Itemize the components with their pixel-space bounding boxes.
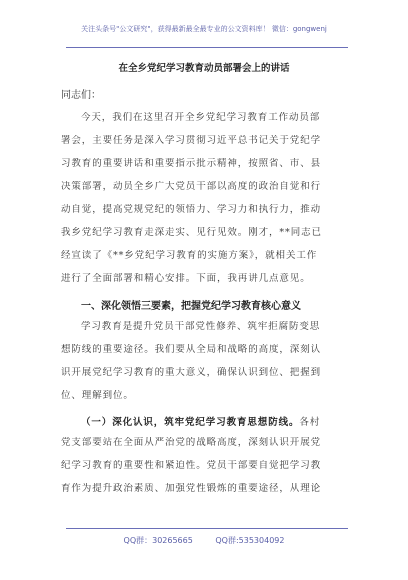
paragraph-line: 进行了全面部署和精心安排。下面，我再讲几点意见。 xyxy=(61,273,311,284)
paragraph-line: 决策部署，动员全乡广大党员干部以高度的政治自觉和行 xyxy=(61,181,322,192)
subsection-heading-continuation: 各村 xyxy=(299,417,321,428)
salutation: 同志们： xyxy=(61,90,101,101)
paragraph-line: 位、理解到位。 xyxy=(61,390,134,401)
paragraph-line: 习教育的重要讲话和重要指示批示精神，按照省、市、县 xyxy=(61,158,322,169)
paragraph-line: 动自觉，提高党规党纪的领悟力、学习力和执行力，推动 xyxy=(61,204,322,215)
footer-qq-group-2: QQ群:535304092 xyxy=(215,536,285,545)
footer-qq-group-1: QQ群：30265665 xyxy=(123,536,193,545)
paragraph-line: 今天，我们在这里召开全乡党纪学习教育工作动员部 xyxy=(81,112,321,123)
section-heading: 一、深化领悟三要素，把握党纪学习教育核心意义 xyxy=(81,301,301,312)
paragraph-line: 经宣读了《**乡党纪学习教育的实施方案》，就相关工作 xyxy=(61,250,318,261)
paragraph-line: 党支部要站在全面从严治党的战略高度，深刻认识开展党 xyxy=(61,437,322,448)
document-title: 在全乡党纪学习教育动员部署会上的讲话 xyxy=(118,63,290,74)
footer xyxy=(0,535,408,546)
paragraph-line: 识开展党纪学习教育的重大意义，确保认识到位、把握到 xyxy=(61,367,322,378)
paragraph-line: 我乡党纪学习教育走深走实、见行见效。刚才，**同志已 xyxy=(61,227,322,238)
paragraph-line: 育作为提升政治素质、加强党性锻炼的重要途径，从理论 xyxy=(61,483,322,494)
paragraph-line: 署会，主要任务是深入学习贯彻习近平总书记关于党纪学 xyxy=(61,135,322,146)
paragraph-line: 纪学习教育的重要性和紧迫性。党员干部要自觉把学习教 xyxy=(61,460,322,471)
paragraph-line: 想防线的重要途径。我们要从全局和战略的高度，深刻认 xyxy=(61,344,322,355)
header-banner: 关注头条号"公文研究"，获得最新最全最专业的公文资料库！ 微信：gongwenj xyxy=(81,25,327,33)
footer-divider xyxy=(66,528,348,529)
paragraph-line: 学习教育是提升党员干部党性修养、筑牢拒腐防变思 xyxy=(81,321,321,332)
subsection-heading xyxy=(81,414,320,428)
header-divider xyxy=(66,47,348,48)
subsection-heading-bold: （一）深化认识，筑牢党纪学习教育思想防线。 xyxy=(81,417,300,428)
